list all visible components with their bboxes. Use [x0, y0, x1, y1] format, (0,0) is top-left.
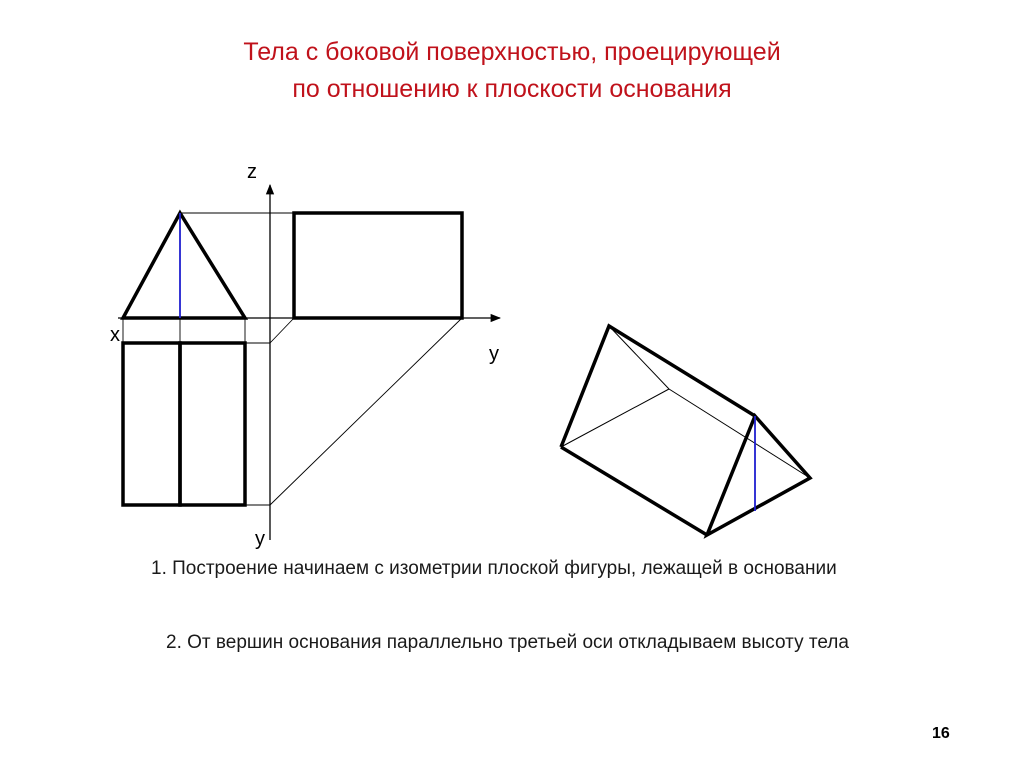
prism-hidden-edge-1	[561, 389, 669, 447]
front-view-triangle	[123, 213, 245, 318]
prism-bottom-edge	[561, 447, 707, 535]
axis-label-z: z	[247, 161, 257, 183]
axes	[118, 185, 500, 540]
prism-front-face	[707, 416, 810, 535]
side-view-rectangle	[294, 213, 462, 318]
top-view-left-rect	[123, 343, 180, 505]
step-1-text: 1. Построение начинаем с изометрии плоской фигуры, лежащей в основании	[151, 558, 837, 579]
diagonal-link-inner	[270, 318, 294, 343]
slide-title-line-2: по отношению к плоскости основания	[292, 75, 732, 103]
top-view	[123, 343, 245, 505]
slide-title-line-1: Тела с боковой поверхностью, проецирующей	[243, 38, 781, 66]
step-2-text: 2. От вершин основания параллельно третьей оси откладываем высоту тела	[166, 632, 849, 653]
diagonal-link-outer	[270, 318, 462, 505]
page-number: 16	[932, 725, 950, 742]
isometric-prism	[561, 326, 810, 535]
triangle-outline	[123, 213, 245, 318]
top-view-right-rect	[180, 343, 245, 505]
prism-back-face	[561, 326, 755, 447]
prism-hidden-edge-3	[669, 389, 810, 478]
axis-label-y-bottom: y	[255, 528, 265, 550]
axis-label-y-right: y	[489, 343, 499, 365]
axis-label-x: x	[110, 324, 120, 346]
